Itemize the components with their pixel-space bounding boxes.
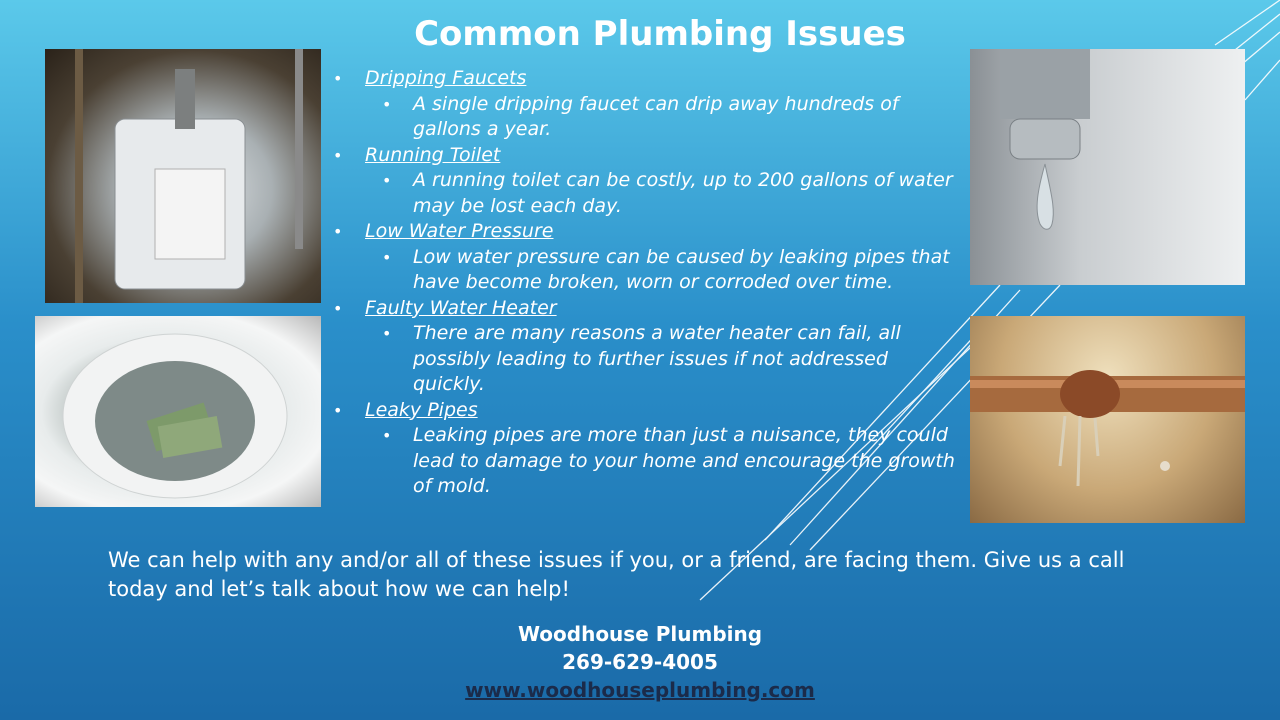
issue-detail-faulty-water-heater: • There are many reasons a water heater can fail, all possibly leading to further issues if not addressed quickly. bbox=[333, 321, 973, 398]
toilet-money-photo bbox=[35, 316, 321, 507]
issue-title-leaky-pipes: • Leaky Pipes bbox=[333, 398, 973, 424]
issue-title-faulty-water-heater: • Faulty Water Heater bbox=[333, 296, 973, 322]
company-website-link[interactable]: www.woodhouseplumbing.com bbox=[465, 678, 815, 702]
issue-detail-dripping-faucets: • A single dripping faucet can drip away hundreds of gallons a year. bbox=[333, 92, 973, 143]
issue-detail-running-toilet: • A running toilet can be costly, up to 200 gallons of water may be lost each day. bbox=[333, 168, 973, 219]
issue-detail-leaky-pipes: • Leaking pipes are more than just a nuisance, they could lead to damage to your home and encourage the growth of mold. bbox=[333, 423, 973, 500]
dripping-faucet-photo bbox=[970, 49, 1245, 285]
water-heater-photo bbox=[45, 49, 321, 303]
issue-detail-low-water-pressure: • Low water pressure can be caused by leaking pipes that have become broken, worn or corroded over time. bbox=[333, 245, 973, 296]
company-phone: 269-629-4005 bbox=[562, 650, 718, 674]
issue-title-dripping-faucets: • Dripping Faucets bbox=[333, 66, 973, 92]
page-title: Common Plumbing Issues bbox=[414, 14, 906, 54]
issue-list bbox=[333, 66, 973, 500]
issue-title-low-water-pressure: • Low Water Pressure bbox=[333, 219, 973, 245]
call-to-action-message: We can help with any and/or all of these issues if you, or a friend, are facing them. Give us a call today and let’s talk about how we can help! bbox=[108, 548, 1125, 601]
leaky-pipe-photo bbox=[970, 316, 1245, 523]
company-name: Woodhouse Plumbing bbox=[517, 622, 763, 646]
issue-title-running-toilet: • Running Toilet bbox=[333, 143, 973, 169]
